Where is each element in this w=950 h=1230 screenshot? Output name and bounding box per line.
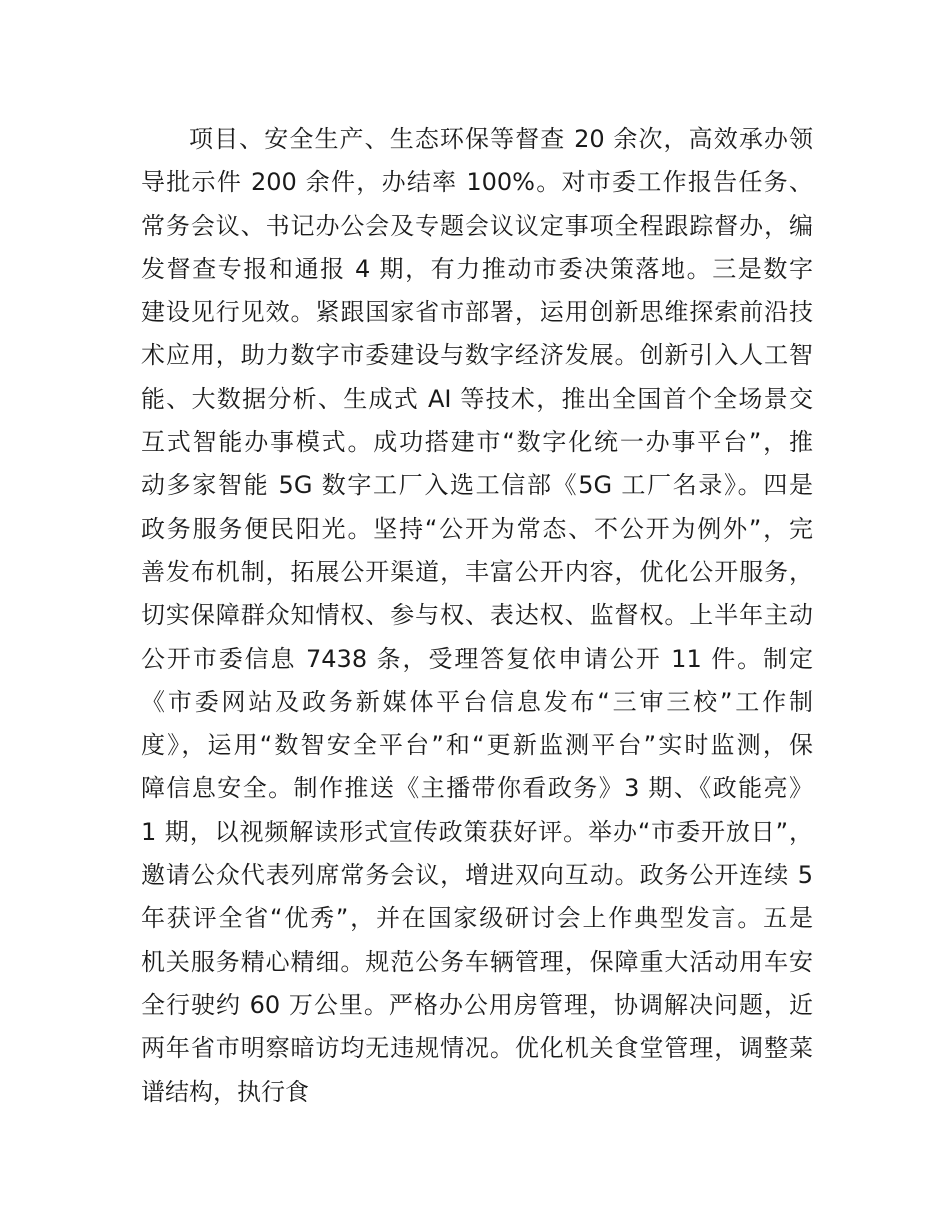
text-line: 全行驶约 60 万公里。严格办公用房管理，协调解决问题，近: [141, 990, 813, 1019]
text-line: 术应用，助力数字市委建设与数字经济发展。创新引入人工智: [141, 341, 813, 370]
text-line: 能、大数据分析、生成式 AI 等技术，推出全国首个全场景交: [141, 384, 813, 413]
text-line: 谱结构，执行食: [141, 1077, 309, 1106]
text-line: 障信息安全。制作推送《主播带你看政务》3 期、《政能亮》: [141, 774, 813, 803]
text-line: 建设见行见效。紧跟国家省市部署，运用创新思维探索前沿技: [141, 298, 813, 327]
text-line: 动多家智能 5G 数字工厂入选工信部《5G 工厂名录》。四是: [141, 471, 813, 500]
text-line: 互式智能办事模式。成功搭建市“数字化统一办事平台”，推: [141, 428, 813, 457]
text-line: 导批示件 200 余件，办结率 100%。对市委工作报告任务、: [141, 168, 813, 197]
text-line: 度》，运用“数智安全平台”和“更新监测平台”实时监测，保: [141, 731, 813, 760]
text-line: 两年省市明察暗访均无违规情况。优化机关食堂管理，调整菜: [141, 1034, 813, 1063]
text-line: 常务会议、书记办公会及专题会议议定事项全程跟踪督办，编: [141, 211, 813, 240]
text-line: 公开市委信息 7438 条，受理答复依申请公开 11 件。制定: [141, 644, 813, 673]
text-line: 政务服务便民阳光。坚持“公开为常态、不公开为例外”，完: [141, 514, 813, 543]
text-line: 1 期，以视频解读形式宣传政策获好评。举办“市委开放日”，: [141, 817, 813, 846]
text-line: 发督查专报和通报 4 期，有力推动市委决策落地。三是数字: [141, 254, 813, 283]
text-line: 切实保障群众知情权、参与权、表达权、监督权。上半年主动: [141, 601, 813, 630]
text-line: 邀请公众代表列席常务会议，增进双向互动。政务公开连续 5: [141, 861, 813, 890]
text-line: 机关服务精心精细。规范公务车辆管理，保障重大活动用车安: [141, 947, 813, 976]
body-paragraph: [141, 118, 813, 1114]
text-line: 善发布机制，拓展公开渠道，丰富公开内容，优化公开服务，: [141, 557, 813, 586]
text-line: 项目、安全生产、生态环保等督查 20 余次，高效承办领: [189, 125, 813, 153]
text-line: 年获评全省“优秀”，并在国家级研讨会上作典型发言。五是: [141, 904, 813, 933]
text-line: 《市委网站及政务新媒体平台信息发布“三审三校”工作制: [141, 687, 813, 716]
